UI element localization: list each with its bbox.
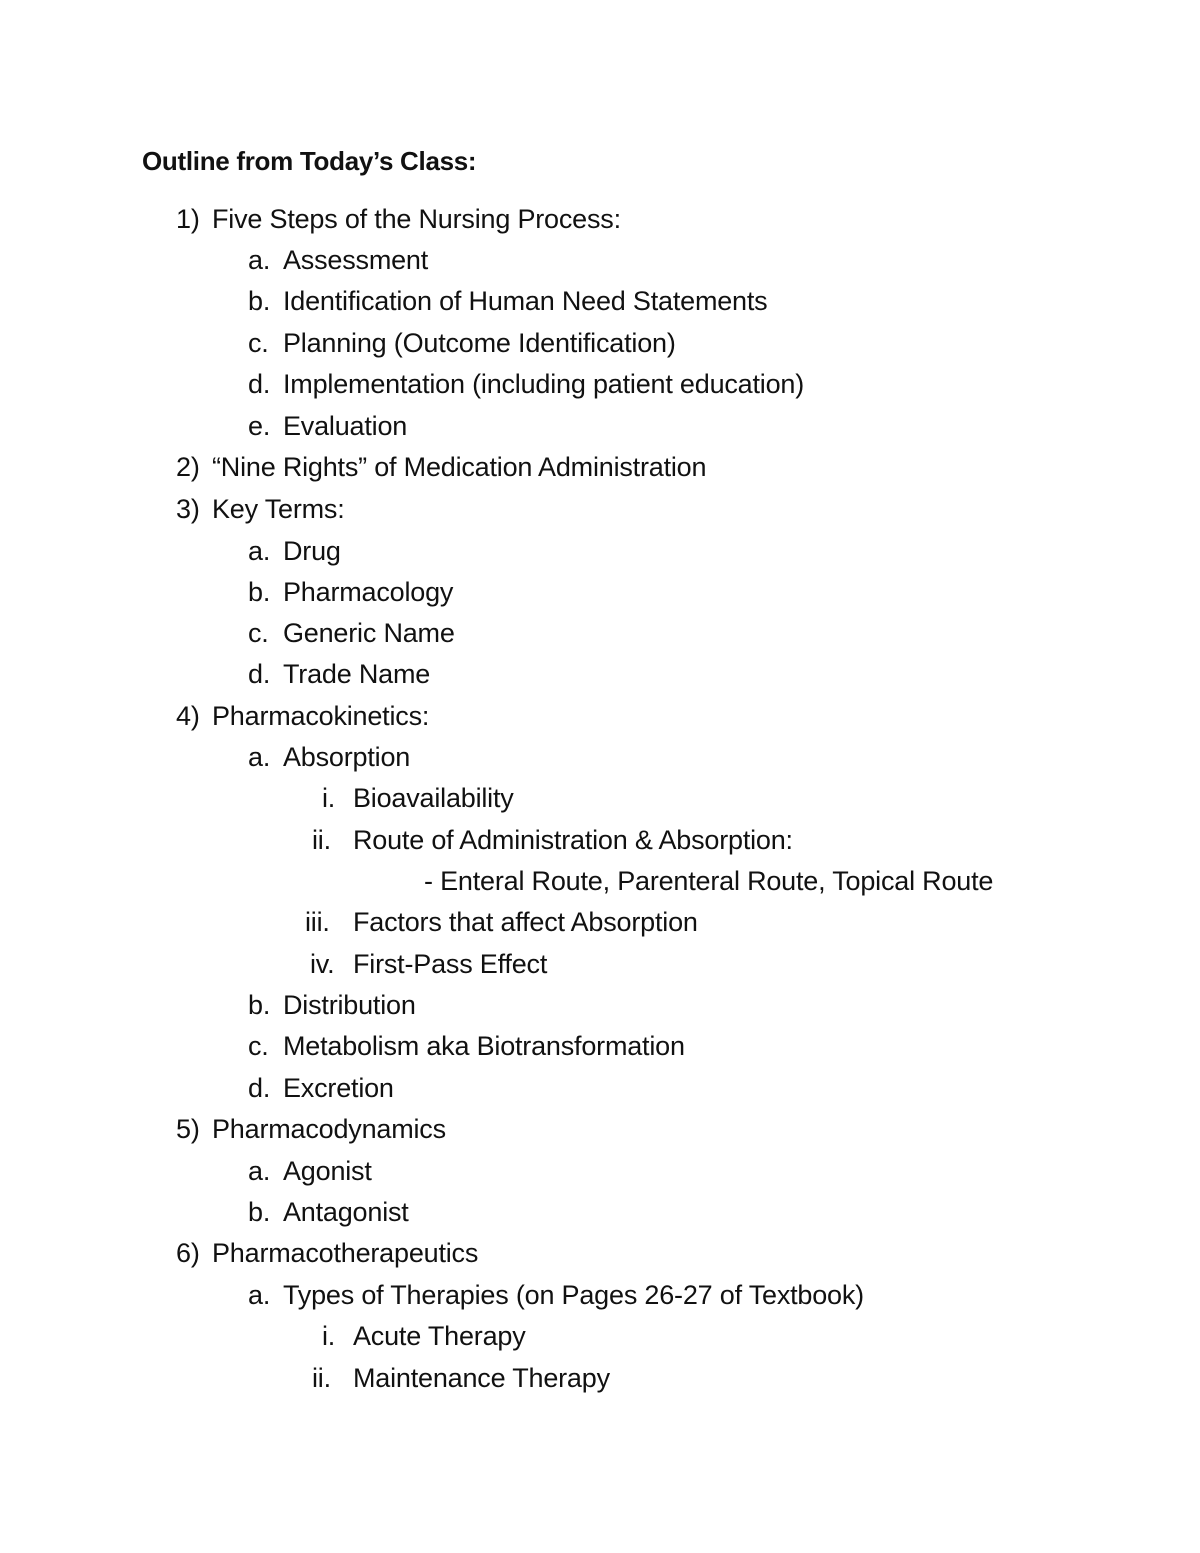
outline-title: Outline from Today’s Class: — [142, 146, 477, 176]
item-marker: a. — [248, 742, 271, 772]
item-text: Evaluation — [283, 411, 408, 441]
item-text: Generic Name — [283, 618, 455, 648]
item-text: Trade Name — [283, 659, 431, 689]
item-text: First-Pass Effect — [353, 949, 548, 979]
item-text: Key Terms: — [212, 494, 345, 524]
item-text: Metabolism aka Biotransformation — [283, 1031, 685, 1061]
item-text: Excretion — [283, 1073, 394, 1103]
item-text: Pharmacotherapeutics — [212, 1238, 479, 1268]
item-text: Five Steps of the Nursing Process: — [212, 204, 621, 234]
item-marker: d. — [248, 369, 271, 399]
item-marker: a. — [248, 536, 271, 566]
item-marker: ii. — [312, 825, 331, 855]
item-text: Route of Administration & Absorption: — [353, 825, 793, 855]
item-text: Pharmacokinetics: — [212, 701, 430, 731]
item-marker: a. — [248, 245, 271, 275]
item-marker: 6) — [176, 1238, 200, 1268]
item-marker: iii. — [305, 907, 330, 937]
item-marker: b. — [248, 990, 271, 1020]
item-marker: 1) — [176, 204, 200, 234]
item-marker: b. — [248, 577, 271, 607]
item-marker: e. — [248, 411, 271, 441]
item-marker: iv. — [310, 949, 335, 979]
item-marker: 5) — [176, 1114, 200, 1144]
item-marker: c. — [248, 328, 269, 358]
item-text: Drug — [283, 536, 341, 566]
item-text: Implementation (including patient education) — [283, 369, 805, 399]
item-marker: d. — [248, 659, 271, 689]
item-text: - Enteral Route, Parenteral Route, Topical Route — [424, 866, 994, 896]
item-text: Distribution — [283, 990, 416, 1020]
item-text: Bioavailability — [353, 783, 514, 813]
item-marker: i. — [322, 783, 336, 813]
item-text: Antagonist — [283, 1197, 409, 1227]
item-marker: d. — [248, 1073, 271, 1103]
item-text: Absorption — [283, 742, 411, 772]
item-text: Types of Therapies (on Pages 26-27 of Textbook) — [283, 1280, 864, 1310]
item-text: Agonist — [283, 1156, 372, 1186]
item-text: Pharmacodynamics — [212, 1114, 446, 1144]
item-text: Planning (Outcome Identification) — [283, 328, 676, 358]
item-marker: a. — [248, 1156, 271, 1186]
item-marker: 2) — [176, 452, 200, 482]
item-text: “Nine Rights” of Medication Administration — [212, 452, 707, 482]
item-marker: i. — [322, 1321, 336, 1351]
item-marker: b. — [248, 1197, 271, 1227]
item-marker: b. — [248, 286, 271, 316]
item-marker: 4) — [176, 701, 200, 731]
item-marker: ii. — [312, 1363, 331, 1393]
item-marker: c. — [248, 1031, 269, 1061]
item-text: Pharmacology — [283, 577, 454, 607]
item-text: Assessment — [283, 245, 429, 275]
item-text: Factors that affect Absorption — [353, 907, 698, 937]
item-marker: 3) — [176, 494, 200, 524]
item-marker: c. — [248, 618, 269, 648]
item-text: Maintenance Therapy — [353, 1363, 610, 1393]
item-text: Identification of Human Need Statements — [283, 286, 768, 316]
item-text: Acute Therapy — [353, 1321, 526, 1351]
item-marker: a. — [248, 1280, 271, 1310]
